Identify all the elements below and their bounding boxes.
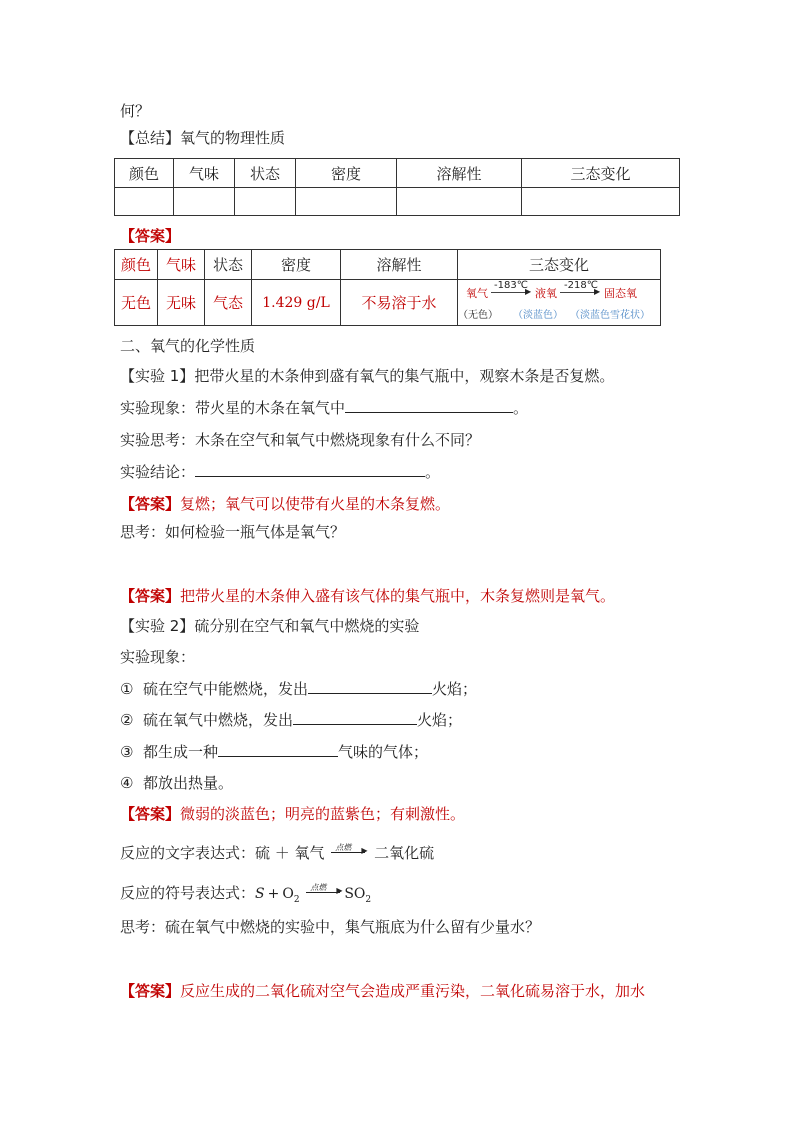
think2-answer-text: 反应生成的二氧化硫对空气会造成严重污染，二氧化硫易溶于水，加水 — [180, 982, 646, 1000]
exp2-item-3-blank[interactable] — [218, 742, 338, 757]
answer-header-color: 颜色 — [115, 250, 158, 280]
answer-label-1: 【答案】 — [120, 227, 181, 245]
summary-cell-empty — [235, 188, 296, 216]
arrow-head-1: ▶ — [525, 287, 532, 296]
think1-answer-text: 把带火星的木条伸入盛有该气体的集气瓶中，木条复燃则是氧气。 — [180, 587, 616, 605]
sym-eq-o: O — [282, 886, 294, 902]
answer-value-density: 1.429 g/L — [252, 280, 341, 326]
sym-eq-so-sub: 2 — [365, 895, 372, 905]
answer-value-phase — [458, 280, 661, 326]
exp1-conclusion-blank[interactable] — [195, 462, 425, 477]
summary-header-state: 状态 — [235, 159, 296, 188]
answer-table — [114, 249, 661, 326]
exp1-phenomenon — [120, 398, 528, 418]
sym-eq-arrow-line — [306, 892, 340, 893]
exp2-item-2-blank[interactable] — [293, 710, 417, 725]
exp2-item-2-before: 硫在氧气中燃烧，发出 — [143, 711, 294, 729]
exp1-answer — [120, 494, 450, 514]
arrow-line-2 — [560, 292, 598, 293]
exp2-label: 【实验 2】 — [120, 617, 195, 635]
arrow-line-1 — [491, 292, 529, 293]
think1-answer-label: 【答案】 — [120, 587, 181, 605]
exp1-period: 。 — [513, 399, 529, 417]
exp1-text: 把带火星的木条伸到盛有氧气的集气瓶中，观察木条是否复燃。 — [194, 367, 615, 385]
exp2-text: 硫分别在空气和氧气中燃烧的实验 — [194, 617, 420, 635]
sym-eq-label: 反应的符号表达式： — [120, 884, 256, 902]
answer-value-color: 无色 — [115, 280, 158, 326]
exp2-item-4-before: 都放出热量。 — [143, 774, 234, 792]
phase-liquid: 液氧 — [535, 287, 557, 300]
summary-cell-empty — [115, 188, 174, 216]
summary-heading — [120, 128, 285, 148]
summary-cell-empty — [174, 188, 235, 216]
exp1-answer-label: 【答案】 — [120, 495, 181, 513]
word-eq-condition: 点燃 — [335, 842, 352, 852]
summary-header-smell: 气味 — [174, 159, 235, 188]
summary-table — [114, 158, 680, 216]
word-eq-label: 反应的文字表达式： — [120, 844, 256, 862]
exp2-item-4-num: ④ — [120, 774, 134, 792]
exp2-item-2-after: 火焰； — [417, 711, 463, 729]
exp1-conclusion — [120, 462, 440, 482]
exp2-phenomenon: 实验现象： — [120, 648, 196, 666]
summary-header-solubility: 溶解性 — [397, 159, 522, 188]
answer-header-solubility: 溶解性 — [341, 250, 458, 280]
summary-cell-empty — [296, 188, 397, 216]
exp1-conclusion-label: 实验结论： — [120, 463, 196, 481]
think1: 思考：如何检验一瓶气体是氧气？ — [120, 523, 346, 541]
exp2-item-3-after: 气味的气体； — [338, 743, 429, 761]
exp1-label: 【实验 1】 — [120, 367, 195, 385]
think1-answer — [120, 586, 615, 606]
exp2-item-1-after: 火焰； — [432, 680, 478, 698]
exp2-item-3 — [120, 742, 428, 762]
exp2-item-2-num: ② — [120, 711, 134, 729]
exp2-item-1-num: ① — [120, 680, 134, 698]
sym-eq-condition: 点燃 — [310, 882, 327, 892]
phase-solid-note: （淡蓝色雪花状） — [570, 310, 650, 321]
answer-header-density: 密度 — [252, 250, 341, 280]
sym-eq-s: S — [255, 886, 265, 902]
word-eq-arrow-line — [331, 852, 365, 853]
sym-eq-arrow — [304, 884, 344, 904]
sym-eq-plus: + — [267, 886, 280, 902]
think2: 思考：硫在氧气中燃烧的实验中，集气瓶底为什么留有少量水？ — [120, 918, 541, 936]
exp1-phenomenon-text: 实验现象：带火星的木条在氧气中 — [120, 399, 346, 417]
answer-value-state: 气态 — [205, 280, 252, 326]
think2-answer-label: 【答案】 — [120, 982, 181, 1000]
phase-temp1: -183℃ — [494, 280, 528, 291]
summary-text: 氧气的物理性质 — [180, 129, 286, 147]
exp1-phenomenon-blank[interactable] — [345, 398, 513, 413]
exp2-item-2 — [120, 710, 462, 730]
summary-header-color: 颜色 — [115, 159, 174, 188]
summary-header-phase: 三态变化 — [522, 159, 680, 188]
summary-header-density: 密度 — [296, 159, 397, 188]
exp1-thinking: 实验思考：木条在空气和氧气中燃烧现象有什么不同？ — [120, 431, 481, 449]
word-equation — [120, 843, 434, 864]
phase-temp2: -218℃ — [564, 280, 598, 291]
summary-bracket: 【总结】 — [120, 129, 181, 147]
phase-gas-note: （无色） — [458, 310, 498, 321]
phase-liquid-note: （淡蓝色） — [513, 310, 563, 321]
exp2-answer-label: 【答案】 — [120, 805, 181, 823]
word-eq-right: 二氧化硫 — [374, 844, 435, 862]
section-2-title: 二、氧气的化学性质 — [120, 337, 256, 355]
answer-value-solubility: 不易溶于水 — [341, 280, 458, 326]
exp2-item-1 — [120, 679, 477, 699]
answer-header-phase: 三态变化 — [458, 250, 661, 280]
phase-gas: 氧气 — [466, 287, 488, 300]
symbol-equation — [120, 883, 371, 910]
top-fragment: 何？ — [120, 102, 151, 120]
exp1-answer-text: 复燃；氧气可以使带有火星的木条复燃。 — [180, 495, 451, 513]
phase-solid: 固态氧 — [604, 287, 637, 300]
exp2-item-1-blank[interactable] — [308, 679, 432, 694]
exp2-answer — [120, 804, 465, 824]
exp2-answer-text: 微弱的淡蓝色；明亮的蓝紫色；有刺激性。 — [180, 805, 466, 823]
sym-eq-arrow-head: ▶ — [336, 885, 343, 895]
exp2-item-3-num: ③ — [120, 743, 134, 761]
exp2-item-1-before: 硫在空气中能燃烧，发出 — [143, 680, 309, 698]
arrow-head-2: ▶ — [594, 287, 601, 296]
sym-eq-so: SO — [344, 886, 366, 902]
word-eq-left: 硫 ＋ 氧气 — [255, 844, 325, 862]
think2-answer — [120, 981, 645, 1001]
exp1-line — [120, 366, 614, 386]
answer-header-state: 状态 — [205, 250, 252, 280]
word-eq-arrow-head: ▶ — [361, 845, 368, 855]
exp1-conclusion-period: 。 — [425, 463, 441, 481]
phase-diagram — [458, 280, 660, 325]
word-eq-arrow — [329, 844, 369, 864]
exp2-line — [120, 616, 419, 636]
sym-eq-o-sub: 2 — [293, 895, 300, 905]
exp2-item-4 — [120, 773, 233, 793]
exp2-item-3-before: 都生成一种 — [143, 743, 219, 761]
summary-cell-empty — [397, 188, 522, 216]
answer-header-smell: 气味 — [158, 250, 205, 280]
summary-cell-empty — [522, 188, 680, 216]
answer-value-smell: 无味 — [158, 280, 205, 326]
